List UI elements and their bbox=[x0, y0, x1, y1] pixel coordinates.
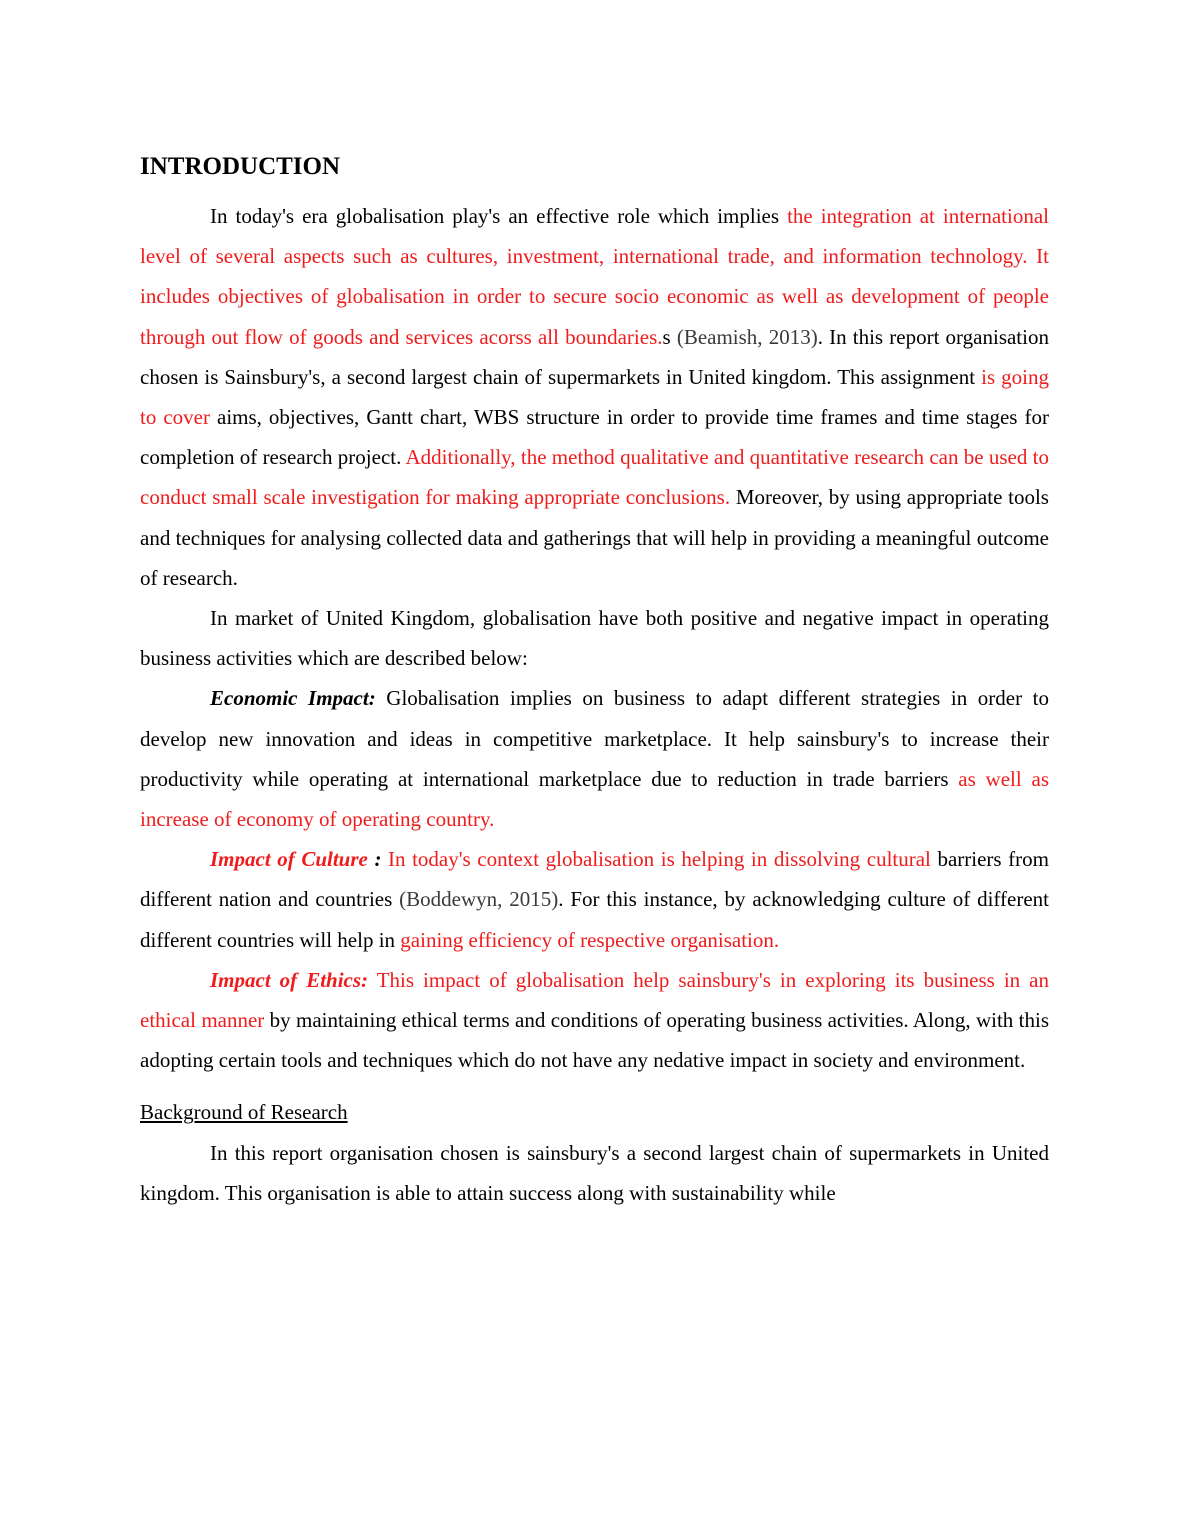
highlighted-text: the integration at international level of several aspects such as cultures, investment, international trade, and information technology. It includes objectives of globalisation in order to secure socio economic as well as development of people through out flow of goods and services acorss all boundaries. bbox=[140, 204, 1049, 349]
text-run: . For this instance, by acknowledging culture of different different countries will help in bbox=[140, 887, 1049, 952]
highlighted-text: is going to cover bbox=[140, 364, 1050, 430]
ethics-impact-paragraph bbox=[140, 960, 1049, 1081]
text-run: . In this report organisation chosen is Sainsbury's, a second largest chain of supermarkets in United kingdom. This assignment bbox=[140, 324, 1049, 389]
highlighted-text: In today's context globalisation is helping in dissolving cultural bbox=[381, 847, 931, 872]
text-run: Moreover, by using appropriate tools and techniques for analysing collected data and gatherings that will help in providing a meaningful outcome of research. bbox=[140, 485, 1049, 590]
ethics-impact-label: Impact of Ethics: bbox=[210, 967, 369, 992]
market-paragraph: In market of United Kingdom, globalisation have both positive and negative impact in operating business activities which are described below: bbox=[140, 606, 1049, 671]
culture-impact-colon: : bbox=[367, 847, 382, 872]
text-run: Globalisation implies on business to adapt different strategies in order to develop new innovation and ideas in competitive marketplace. It help sainsbury's to increase their productivity while operating at international marketplace due to reduction in trade barriers bbox=[140, 686, 1050, 791]
highlighted-text: This impact of globalisation help sainsbury's in exploring its business in an ethical manner bbox=[140, 967, 1049, 1033]
text-run: In today's era globalisation play's an effective role which implies bbox=[210, 204, 788, 228]
highlighted-text: as well as increase of economy of operating country. bbox=[140, 766, 1049, 832]
intro-paragraph bbox=[140, 196, 1049, 598]
text-run: aims, objectives, Gantt chart, WBS structure in order to provide time frames and time stages for completion of research project. bbox=[140, 405, 1049, 470]
page-title: INTRODUCTION bbox=[140, 153, 341, 180]
citation: (Beamish, 2013) bbox=[676, 324, 818, 349]
highlighted-text: gaining efficiency of respective organisation. bbox=[400, 927, 780, 952]
section-subheading: Background of Research bbox=[140, 1100, 348, 1125]
highlighted-text: Additionally, the method qualitative and quantitative research can be used to conduct small scale investigation for making appropriate conclusions. bbox=[140, 445, 1050, 510]
economic-impact-label: Economic Impact: bbox=[210, 686, 376, 711]
document-page bbox=[140, 150, 1049, 1213]
text-run: barriers from different nation and countries bbox=[140, 847, 1050, 912]
citation: (Boddewyn, 2015) bbox=[399, 887, 559, 912]
economic-impact-paragraph bbox=[140, 678, 1049, 839]
text-run: s bbox=[662, 324, 677, 349]
culture-impact-label: Impact of Culture bbox=[210, 847, 368, 872]
background-paragraph: In this report organisation chosen is sainsbury's a second largest chain of supermarkets in United kingdom. This organisation is able to attain success along with sustainability while bbox=[140, 1140, 1049, 1205]
text-run: by maintaining ethical terms and conditions of operating business activities. Along, with this adopting certain tools and techniques which do not have any nedative impact in society and environment. bbox=[140, 1008, 1050, 1073]
culture-impact-paragraph bbox=[140, 839, 1049, 960]
